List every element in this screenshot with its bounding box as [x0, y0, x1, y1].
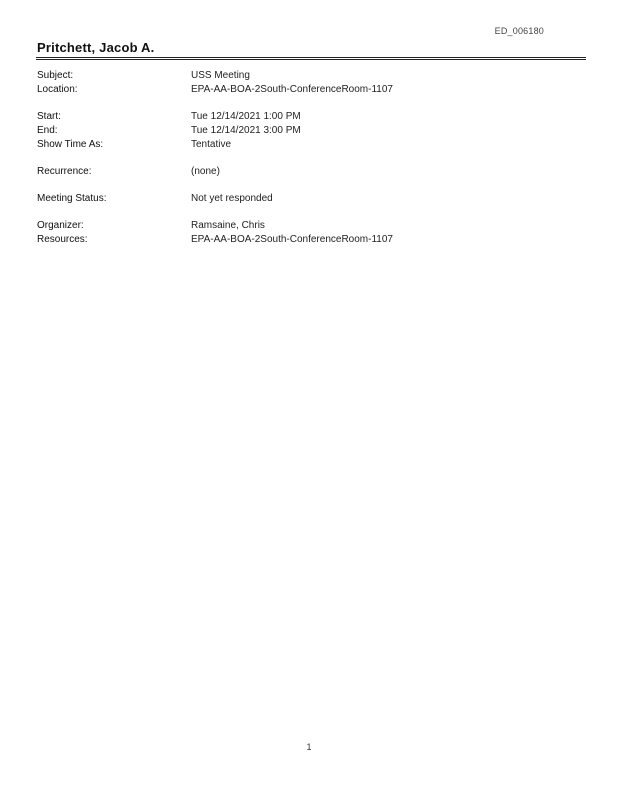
start-label: Start:	[37, 111, 61, 122]
show-time-as-row	[37, 138, 587, 152]
meeting-details	[37, 69, 587, 247]
recurrence-row	[37, 165, 587, 179]
show-time-as-value: Tentative	[191, 139, 232, 150]
page-number: 1	[306, 742, 312, 752]
resources-row	[37, 233, 587, 247]
resources-label: Resources:	[37, 234, 88, 245]
recurrence-value: (none)	[191, 166, 220, 177]
end-row	[37, 124, 587, 138]
end-value: Tue 12/14/2021 3:00 PM	[191, 125, 301, 136]
meeting-status-value: Not yet responded	[191, 193, 273, 204]
organizer-label: Organizer:	[37, 220, 84, 231]
location-row	[37, 83, 587, 97]
header-divider	[36, 57, 586, 60]
subject-label: Subject:	[37, 70, 74, 81]
subject-value: USS Meeting	[191, 70, 250, 81]
end-label: End:	[37, 125, 58, 136]
spacer	[37, 206, 587, 219]
subject-row	[37, 69, 587, 83]
document-id: ED_006180	[494, 26, 544, 36]
spacer	[37, 179, 587, 192]
recurrence-label: Recurrence:	[37, 166, 92, 177]
organizer-value: Ramsaine, Chris	[191, 220, 265, 231]
spacer	[37, 97, 587, 110]
show-time-as-label: Show Time As:	[37, 139, 104, 150]
spacer	[37, 152, 587, 165]
location-value: EPA-AA-BOA-2South-ConferenceRoom-1107	[191, 84, 393, 95]
resources-value: EPA-AA-BOA-2South-ConferenceRoom-1107	[191, 234, 393, 245]
start-row	[37, 110, 587, 124]
organizer-row	[37, 219, 587, 233]
start-value: Tue 12/14/2021 1:00 PM	[191, 111, 301, 122]
location-label: Location:	[37, 84, 78, 95]
meeting-status-label: Meeting Status:	[37, 193, 107, 204]
calendar-owner-name: Pritchett, Jacob A.	[37, 40, 155, 55]
meeting-status-row	[37, 192, 587, 206]
